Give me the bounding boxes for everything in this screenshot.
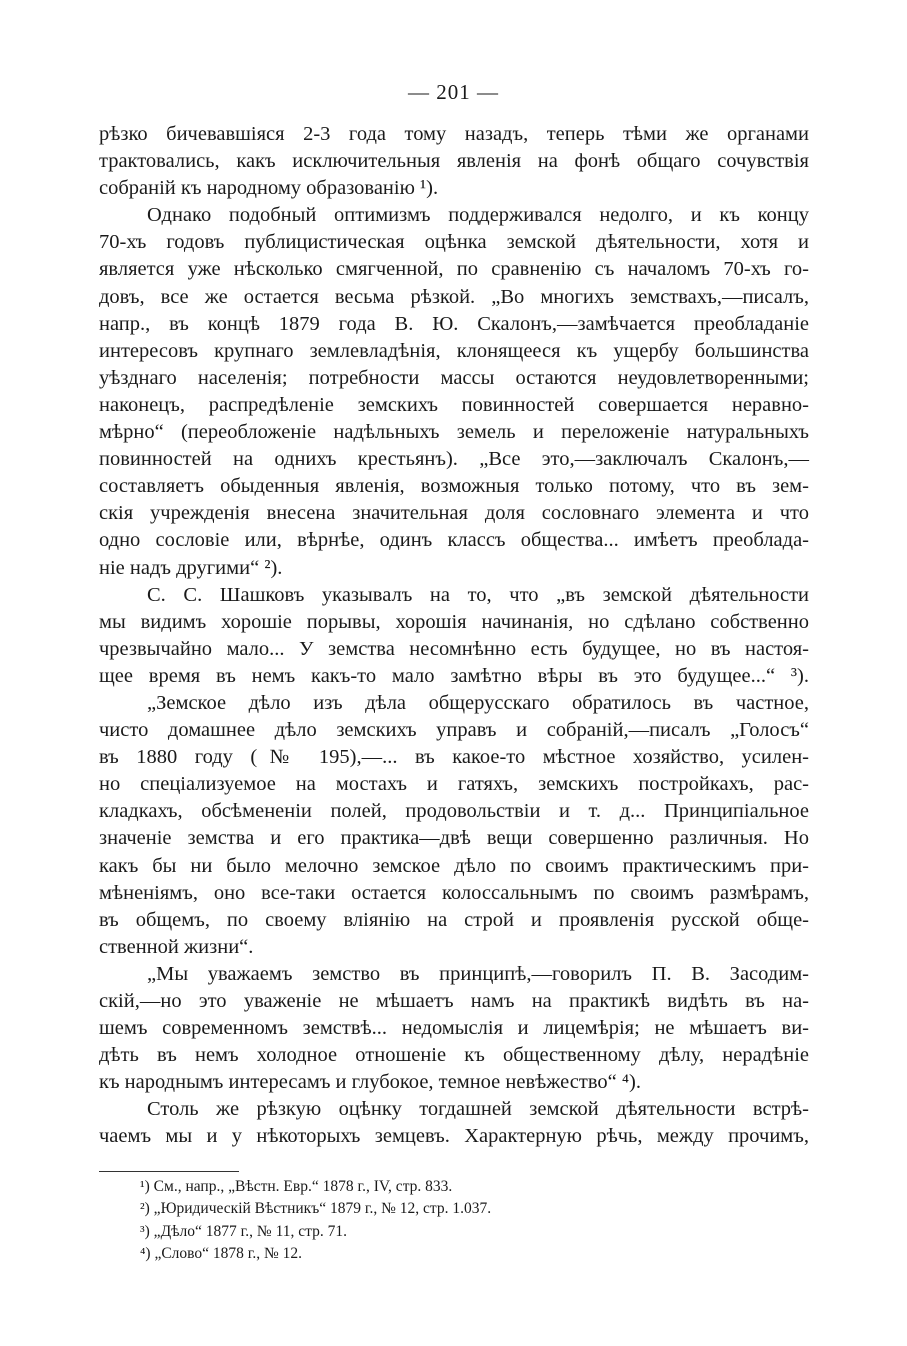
text-line: интересовъ крупнаго землевладѣнiя, клонящееся къ ущербу большинства [99,339,809,362]
footnote: ⁴) „Слово“ 1878 г., № 12. [140,1244,303,1262]
text-line: мѣненiямъ, оно все-таки остается колоссальнымъ по своимъ размѣрамъ, [99,881,809,904]
text-line: „Мы уважаемъ земство въ принципѣ,—говорилъ П. В. Засодим- [147,962,809,985]
text-line: но спецiализуемое на мостахъ и гатяхъ, земскихъ постройкахъ, рас- [99,773,809,796]
text-line: трактовались, какъ исключительныя явленiя на фонѣ общаго сочувствiя [99,150,809,173]
text-line: скiй,—но это уваженiе не мѣшаетъ намъ на практикѣ видѣть въ на- [99,990,809,1012]
footnotes [140,1176,800,1265]
text-line: 70-хъ годовъ публицистическая оцѣнка земской дѣятельности, хотя и [99,231,809,254]
text-line: въ общемъ, по своему влiянiю на строй и проявленiя русской обще- [99,908,809,931]
text-line: въ 1880 году (№ 195),—... въ какое-то мѣстное хозяйство, усилен- [99,746,809,769]
text-line: напр., въ концѣ 1879 года В. Ю. Скалонъ,—замѣчается преобладанiе [99,312,809,335]
text-line: рѣзко бичевавшiяся 2-3 года тому назадъ, теперь тѣми же органами [99,123,809,145]
text-line: скiя учрежденiя внесена значительная доля сословнаго элемента и что [99,502,809,525]
text-line: чаемъ мы и у нѣкоторыхъ земцевъ. Характерную рѣчь, между прочимъ, [99,1125,809,1148]
text-line: наконецъ, распредѣленiе земскихъ повинностей совершается неравно- [99,393,809,416]
text-line: какъ бы ни было мелочно земское дѣло по своимъ практическимъ при- [99,854,809,877]
text-line: мѣрно“ (переобложенiе надѣльныхъ земель и переложенiе натуральныхъ [99,421,809,444]
text-line: „Земское дѣло изъ дѣла общерусскаго обратилось въ частное, [147,691,809,714]
text-line: довъ, все же остается весьма рѣзкой. „Во многихъ земствахъ,—писалъ, [99,285,809,308]
text-line: кладкахъ, обсѣмененiи полей, продовольствiи и т. д... Принципiальное [99,800,809,823]
text-line: Однако подобный оптимизмъ поддерживался недолго, и къ концу [147,204,809,227]
text-line: чрезвычайно мало... У земства несомнѣнно есть будущее, но въ настоя- [99,637,809,660]
footnote: ²) „Юридическiй Вѣстникъ“ 1879 г., № 12, стр. 1.037. [140,1200,492,1218]
text-line: нiе надъ другими“ ²). [99,556,283,579]
text-line: повинностей на однихъ крестьянъ). „Все это,—заключалъ Скалонъ,— [99,448,809,471]
text-line: мы видимъ хорошiе порывы, хорошiя начинанiя, но сдѣлано собственно [99,610,809,633]
main-text [99,121,809,1151]
text-line: дѣть въ немъ холодное отношенiе къ общественному дѣлу, нерадѣнiе [99,1044,809,1067]
footnote-separator [99,1171,239,1172]
text-line: уѣзднаго населенiя; потребности массы остаются неудовлетворенными; [99,366,809,389]
footnote: ³) „Дѣло“ 1877 г., № 11, стр. 71. [140,1222,347,1240]
footnote: ¹) См., напр., „Вѣстн. Евр.“ 1878 г., IV, стр. 833. [140,1178,453,1195]
page-number: — 201 — [408,80,499,104]
text-line: С. С. Шашковъ указывалъ на то, что „въ земской дѣятельности [147,583,809,606]
text-line: чисто домашнее дѣло земскихъ управъ и собранiй,—писалъ „Голосъ“ [99,719,809,742]
text-line: одно сословiе или, вѣрнѣе, одинъ классъ общества... имѣетъ преоблада- [99,529,809,552]
text-line: значенiе земства и его практика—двѣ вещи совершенно различныя. Но [99,827,809,850]
text-line: щее время въ немъ какъ-то мало замѣтно вѣры въ это будущее...“ ³). [99,664,809,687]
text-line: къ народнымъ интересамъ и глубокое, темное невѣжество“ ⁴). [99,1071,641,1094]
text-line: шемъ современномъ земствѣ... недомыслiя и лицемѣрiя; не мѣшаетъ ви- [99,1017,809,1040]
text-line: является уже нѣсколько смягченной, по сравненiю съ началомъ 70-хъ го- [99,258,809,281]
text-line: Столь же рѣзкую оцѣнку тогдашней земской дѣятельности встрѣ- [147,1098,809,1121]
text-line: ственной жизни“. [99,935,254,958]
text-line: составляетъ обыденныя явленiя, возможныя только потому, что въ зем- [99,475,809,498]
text-line: собранiй къ народному образованiю ¹). [99,177,439,200]
